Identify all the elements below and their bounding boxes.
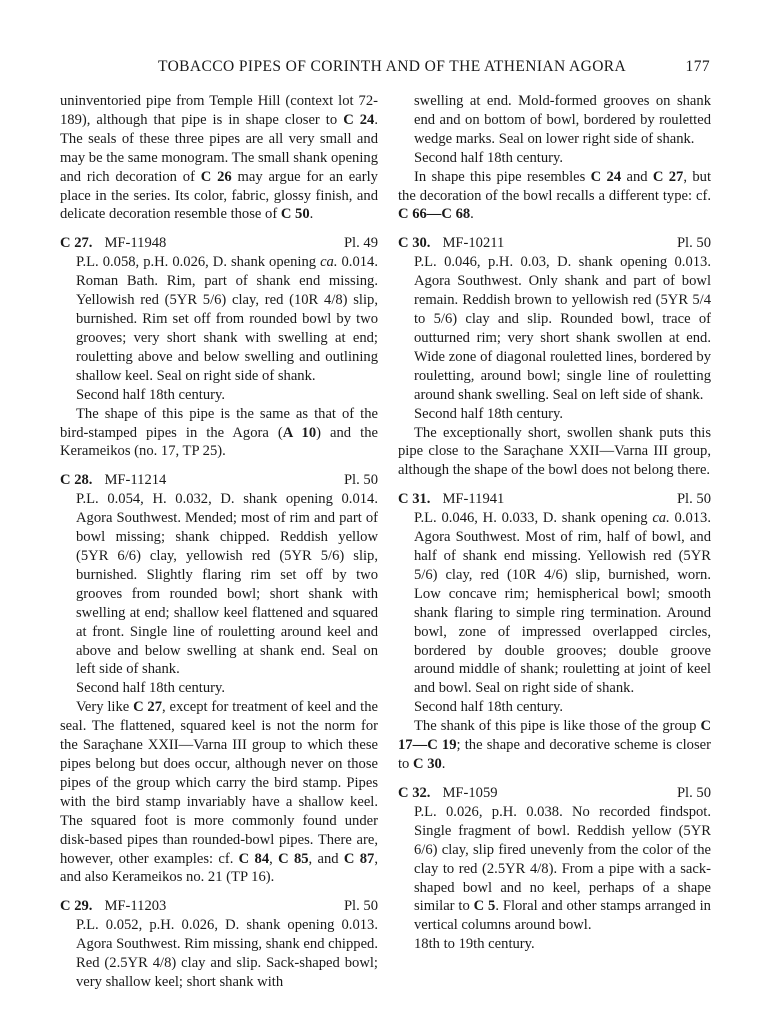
- running-title: TOBACCO PIPES OF CORINTH AND OF THE ATHENIAN AGORA: [158, 58, 627, 75]
- page-number: 177: [685, 58, 710, 75]
- description-text: P.L. 0.052, p.H. 0.026, D. shank opening 0.013. Agora Southwest. Rim missing, shank end chipped. Red (2.5YR 4/8) clay and slip. Sack-shaped bowl; very shallow keel; short shank with: [76, 917, 378, 991]
- catalog-cross-reference: C 27: [652, 168, 684, 185]
- entry-commentary: Very like C 27, except for treatment of keel and the seal. The flattened, squared keel is not the norm for the Saraçhane XXII—Varna III group to which these pipes belong but does occur, although never on those pipes of the group which carry the bird stamp. Pipes with the bird stamp invariably have a shallow keel. The squared foot is more commonly found under disk-based pipes than rounded-bowl pipes. There are, however, other examples: cf. C 84, C 85, and C 87, and also Kerameikos no. 21 (TP 16).: [60, 699, 378, 886]
- catalog-cross-reference: C 30: [413, 756, 442, 772]
- description-text: P.L. 0.046, p.H. 0.03, D. shank opening 0.013. Agora Southwest. Only shank and part of bowl remain. Reddish brown to yellowish red (5YR 5/4 to 5/6) clay and slip. Rounded bowl, trace of outturned rim; very short shank swollen at end. Wide zone of diagonal rouletted lines, bordered by rouletting, around bowl; single line of rouletting around shank swelling. Seal on left side of shank.: [414, 254, 711, 403]
- intro-paragraph: uninventoried pipe from Temple Hill (context lot 72-189), although that pipe is in shape closer to C 24. The seals of these three pipes are all very small and may be the same monogram. The small shank opening and rich decoration of C 26 may argue for an early place in the series. Its color, fabric, glossy finish, and delicate decoration resemble those of C 50.: [60, 93, 378, 223]
- entry-commentary: The exceptionally short, swollen shank puts this pipe close to the Saraçhane XXII—Varna III group, although the shape of the bowl does not belong there.: [398, 424, 711, 479]
- catalog-cross-reference: A 10: [282, 424, 317, 441]
- catalog-cross-reference: C 26: [200, 168, 232, 185]
- entry-date: Second half 18th century.: [414, 699, 564, 716]
- catalog-entry-c27: [60, 234, 378, 461]
- plate-reference: Pl. 50: [676, 491, 711, 508]
- entry-date: Second half 18th century.: [414, 149, 564, 166]
- entry-description: [398, 803, 711, 954]
- catalog-cross-reference: C 24: [590, 168, 622, 185]
- catalog-cross-reference: C 50: [280, 206, 310, 223]
- entry-date: Second half 18th century.: [76, 386, 226, 403]
- inventory-number: MF-11214: [104, 472, 167, 489]
- catalog-cross-reference: C 5: [473, 898, 496, 915]
- description-text: P.L. 0.054, H. 0.032, D. shank opening 0.014. Agora Southwest. Mended; most of rim and part of bowl missing; shank chipped. Reddish yellow (5YR 6/6) clay, yellowish red (5YR 5/6) slip, burnished. Slightly flaring rim set off by two grooves from rounded bowl; short shank with swelling at end; shallow keel flattened and squared at front. Single line of rouletting around keel and above and below swelling at shank end. Seal on left side of shank.: [76, 491, 378, 678]
- plate-reference: Pl. 50: [343, 898, 378, 915]
- italic-term: ca.: [652, 510, 670, 527]
- entry-description: [398, 92, 711, 168]
- entry-commentary: The shape of this pipe is the same as that of the bird-stamped pipes in the Agora (A 10) and the Kerameikos (no. 17, TP 25).: [60, 405, 378, 460]
- inventory-number: MF-11941: [442, 491, 505, 508]
- catalog-number: C 28.: [60, 472, 93, 489]
- catalog-entry-c28: [60, 471, 378, 887]
- inventory-number: MF-1059: [442, 784, 498, 801]
- entry-heading: [60, 234, 378, 253]
- left-column: [60, 92, 378, 992]
- description-text: P.L. 0.058, p.H. 0.026, D. shank opening ca. 0.014. Roman Bath. Rim, part of shank end missing. Yellowish red (5YR 5/6) clay, red (10R 4/8) slip, burnished. Rim set off from rounded bowl by two grooves; very short shank with swelling at end; rouletting above and below swelling and outlining shallow keel. Seal on right side of shank.: [76, 254, 378, 384]
- entry-commentary: The shank of this pipe is like those of the group C 17—C 19; the shape and decorative scheme is closer to C 30.: [398, 718, 711, 772]
- catalog-number: C 30.: [398, 235, 431, 252]
- catalog-cross-reference: C 84: [238, 850, 270, 867]
- entry-heading: [398, 784, 711, 803]
- description-text: P.L. 0.026, p.H. 0.038. No recorded findspot. Single fragment of bowl. Reddish yellow (5YR 6/6) clay, slip fired unevenly from the color of the clay to red (2.5YR 4/8). From a pipe with a sack-shaped bowl and no keel, perhaps of a shape similar to C 5. Floral and other stamps arranged in vertical columns around bowl.: [414, 803, 711, 934]
- catalog-cross-reference: C 87: [343, 850, 375, 867]
- entry-description: [398, 253, 711, 423]
- entry-commentary: In shape this pipe resembles C 24 and C 27, but the decoration of the bowl recalls a different type: cf. C 66—C 68.: [398, 168, 711, 223]
- running-head: [60, 58, 710, 80]
- entry-description: [60, 490, 378, 698]
- catalog-number: C 32.: [398, 784, 431, 801]
- entry-heading: [398, 234, 711, 253]
- entry-description: [60, 916, 378, 992]
- right-column: [398, 92, 711, 954]
- plate-reference: Pl. 49: [343, 235, 378, 252]
- catalog-cross-reference: C 85: [278, 850, 309, 867]
- entry-heading: [60, 471, 378, 490]
- inventory-number: MF-11948: [104, 235, 167, 252]
- inventory-number: MF-10211: [442, 235, 505, 252]
- catalog-number: C 31.: [398, 491, 431, 508]
- entry-description: [398, 509, 711, 717]
- inventory-number: MF-11203: [104, 898, 167, 915]
- plate-reference: Pl. 50: [676, 235, 711, 252]
- entry-heading: [398, 490, 711, 509]
- entry-date: 18th to 19th century.: [414, 936, 535, 953]
- catalog-number: C 27.: [60, 235, 93, 252]
- description-text: P.L. 0.046, H. 0.033, D. shank opening ca. 0.013. Agora Southwest. Most of rim, half of bowl, and half of shank end missing. Yellowish red (5YR 5/6) clay, red (10R 4/6) slip, burnished, worn. Low concave rim; hemispherical bowl; smooth shank flaring to simple ring termination. Around bowl, zone of impressed overlapped circles, bordered by double grooves; double groove around middle of shank; rouletting at joint of keel and bowl. Seal on right side of shank.: [414, 510, 711, 697]
- catalog-entry-c29-continued: [398, 92, 711, 224]
- plate-reference: Pl. 50: [676, 784, 711, 801]
- catalog-entry-c29: [60, 897, 378, 992]
- plate-reference: Pl. 50: [343, 472, 378, 489]
- entry-description: [60, 253, 378, 404]
- catalog-cross-reference: C 17—C 19: [398, 718, 711, 754]
- catalog-entry-c31: [398, 490, 711, 774]
- entry-heading: [60, 897, 378, 916]
- catalog-number: C 29.: [60, 898, 93, 915]
- catalog-cross-reference: C 66—C 68: [398, 206, 471, 223]
- entry-date: Second half 18th century.: [414, 405, 564, 422]
- entry-date: Second half 18th century.: [76, 680, 226, 697]
- description-text: swelling at end. Mold-formed grooves on shank end and on bottom of bowl, bordered by rouletted wedge marks. Seal on lower right side of shank.: [414, 93, 711, 147]
- italic-term: ca.: [320, 254, 338, 271]
- catalog-cross-reference: C 27: [133, 699, 163, 716]
- catalog-entry-c32: [398, 784, 711, 954]
- catalog-cross-reference: C 24: [343, 111, 375, 128]
- catalog-entry-c30: [398, 234, 711, 480]
